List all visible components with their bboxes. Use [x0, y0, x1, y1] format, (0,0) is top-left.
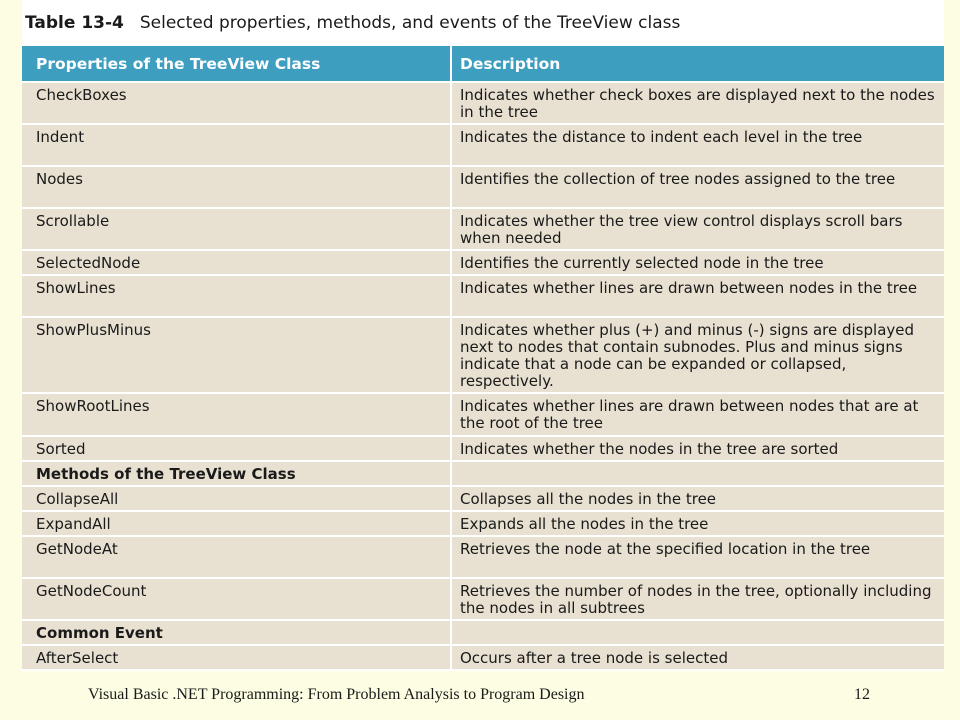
header-properties: Properties of the TreeView Class: [22, 46, 451, 82]
member-description: Indicates whether lines are drawn between nodes in the tree: [451, 275, 944, 317]
member-name: ShowLines: [22, 275, 451, 317]
member-name: Indent: [22, 124, 451, 166]
member-description: Indicates whether check boxes are displayed next to the nodes in the tree: [451, 82, 944, 124]
member-name: ShowRootLines: [22, 393, 451, 435]
table-row: [22, 82, 944, 124]
member-name: ShowPlusMinus: [22, 317, 451, 393]
table-row: [22, 436, 944, 461]
member-name: CheckBoxes: [22, 82, 451, 124]
treeview-table-container: [22, 46, 944, 671]
member-description: Collapses all the nodes in the tree: [451, 486, 944, 511]
table-number: Table 13-4: [25, 13, 124, 33]
member-name: SelectedNode: [22, 250, 451, 275]
member-description: Retrieves the node at the specified location in the tree: [451, 536, 944, 578]
table-row: [22, 645, 944, 670]
footer-book-title: Visual Basic .NET Programming: From Problem Analysis to Program Design: [88, 686, 585, 703]
member-name: Sorted: [22, 436, 451, 461]
slide-footer: [0, 686, 960, 710]
section-empty-cell: [451, 461, 944, 486]
table-row: [22, 208, 944, 250]
member-name: AfterSelect: [22, 645, 451, 670]
member-name: GetNodeAt: [22, 536, 451, 578]
table-row: [22, 486, 944, 511]
table-row: [22, 578, 944, 620]
table-row: [22, 393, 944, 435]
table-row: [22, 250, 944, 275]
member-description: Indicates whether the tree view control displays scroll bars when needed: [451, 208, 944, 250]
table-row: [22, 511, 944, 536]
member-name: CollapseAll: [22, 486, 451, 511]
member-description: Identifies the currently selected node in the tree: [451, 250, 944, 275]
table-header-row: [22, 46, 944, 82]
treeview-table: [22, 46, 944, 671]
member-description: Indicates whether lines are drawn between nodes that are at the root of the tree: [451, 393, 944, 435]
page-number: 12: [854, 686, 870, 703]
member-description: Indicates the distance to indent each level in the tree: [451, 124, 944, 166]
member-description: Indicates whether plus (+) and minus (-) signs are displayed next to nodes that contain subnodes. Plus and minus signs indicate that a node can be expanded or collapsed, respectively.: [451, 317, 944, 393]
table-row: [22, 536, 944, 578]
member-name: Nodes: [22, 166, 451, 208]
section-row-events: [22, 620, 944, 645]
table-caption: [22, 0, 944, 46]
member-name: Scrollable: [22, 208, 451, 250]
member-description: Retrieves the number of nodes in the tree, optionally including the nodes in all subtrees: [451, 578, 944, 620]
member-description: Indicates whether the nodes in the tree are sorted: [451, 436, 944, 461]
member-description: Occurs after a tree node is selected: [451, 645, 944, 670]
header-description: Description: [451, 46, 944, 82]
table-row: [22, 124, 944, 166]
section-heading: Common Event: [22, 620, 451, 645]
table-title: Selected properties, methods, and events of the TreeView class: [139, 13, 681, 33]
table-row: [22, 317, 944, 393]
table-row: [22, 166, 944, 208]
table-row: [22, 275, 944, 317]
section-row-methods: [22, 461, 944, 486]
member-description: Identifies the collection of tree nodes assigned to the tree: [451, 166, 944, 208]
member-description: Expands all the nodes in the tree: [451, 511, 944, 536]
section-heading: Methods of the TreeView Class: [22, 461, 451, 486]
section-empty-cell: [451, 620, 944, 645]
member-name: ExpandAll: [22, 511, 451, 536]
member-name: GetNodeCount: [22, 578, 451, 620]
